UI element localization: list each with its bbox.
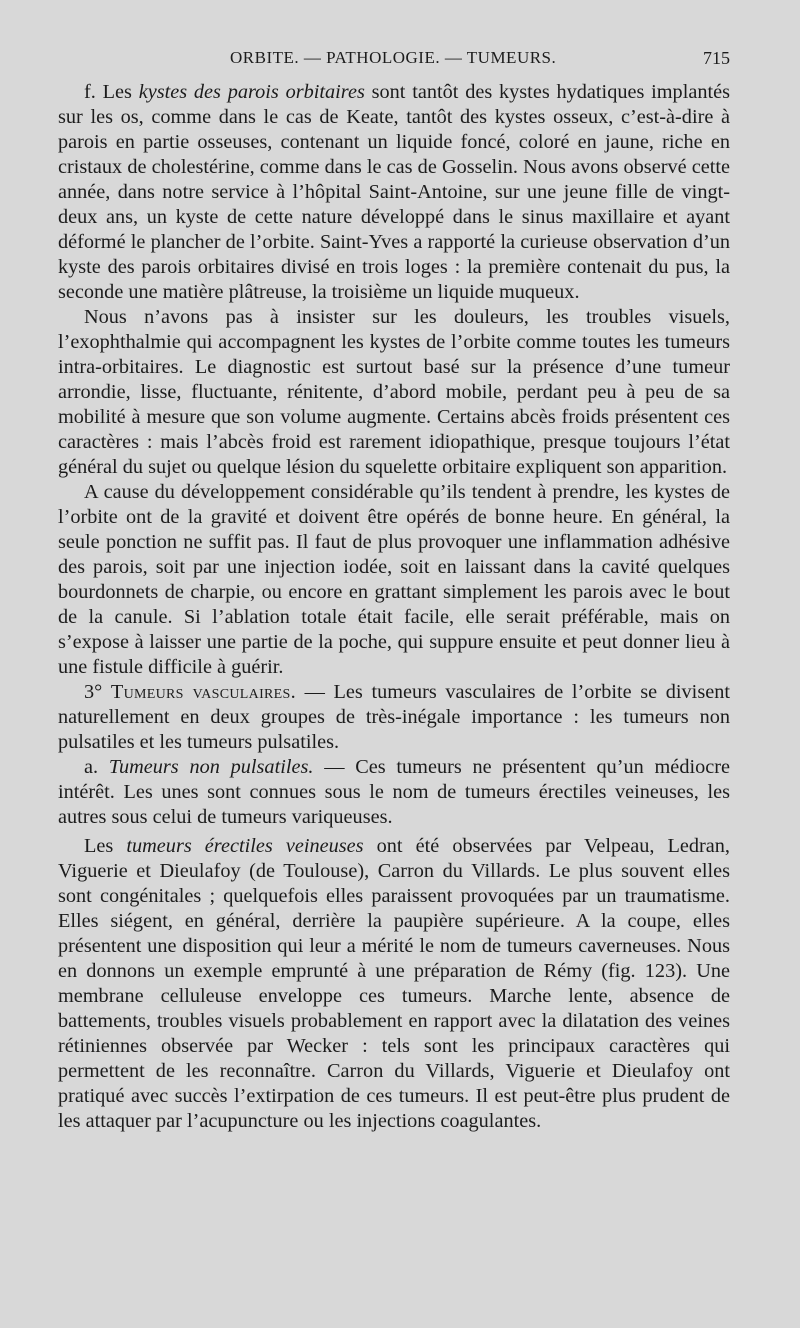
section-heading: Tumeurs vasculaires. (110, 681, 296, 703)
paragraph-non-pulsatiles (58, 755, 730, 830)
paragraph-kystes-parois (58, 80, 730, 305)
italic-term: tumeurs érectiles veineuses (126, 835, 364, 857)
page-number: 715 (703, 48, 730, 68)
paragraph-tumeurs-vasculaires (58, 680, 730, 755)
running-title: ORBITE. — PATHOLOGIE. — TUMEURS. (230, 48, 557, 67)
paragraph-traitement (58, 480, 730, 680)
text-run: A cause du développement considérable qu’ils tendent à prendre, les kystes de l’orbite ont de la gravité et doivent être opérés de bonne heure. En général, la seule ponction ne suffit pas. Il faut de plus provoquer une inflammation adhésive des parois, soit par une injection iodée, soit en laissant dans la cavité quelques bourdonnets de charpie, ou encore en grattant simplement les parois avec le bout de la canule. Si l’ablation totale était facile, elle serait préférable, mais on s’expose à laisser une partie de la poche, qui suppure ensuite et peut donner lieu à une fistule difficile à guérir. (58, 481, 730, 678)
text-run: ont été observées par Velpeau, Ledran, Viguerie et Dieulafoy (de Toulouse), Carron du Villards. Le plus souvent elles sont congénitales ; quelquefois elles paraissent provoquées par un traumatisme. Elles siégent, en général, derrière la paupière supérieure. A la coupe, elles présentent une disposition qui leur a mérité le nom de tumeurs caverneuses. Nous en donnons un exemple emprunté à une préparation de Rémy (fig. 123). Une membrane celluleuse enveloppe ces tumeurs. Marche lente, absence de battements, troubles visuels probablement en rapport avec la dilatation des veines rétiniennes observée par Wecker : tels sont les principaux caractères qui permettent de les reconnaître. Carron du Villards, Viguerie et Dieulafoy ont pratiqué avec succès l’extirpation de ces tumeurs. Il est peut-être plus prudent de les attaquer par l’acupuncture ou les injections coagulantes. (58, 835, 730, 1132)
text-run: — Les tumeurs vasculaires de l’orbite se divisent naturellement en deux groupes de très-inégale importance : les tumeurs non pulsatiles et les tumeurs pulsatiles. (58, 681, 730, 753)
text-run: Nous n’avons pas à insister sur les douleurs, les troubles visuels, l’exophthalmie qui accompagnent les kystes de l’orbite comme toutes les tumeurs intra-orbitaires. Le diagnostic est surtout basé sur la présence d’une tumeur arrondie, lisse, fluctuante, rénitente, d’abord mobile, perdant peu à peu de sa mobilité à mesure que son volume augmente. Certains abcès froids présentent ces caractères : mais l’abcès froid est rarement idiopathique, presque toujours l’état général du sujet ou quelque lésion du squelette orbitaire expliquent son apparition. (58, 306, 730, 478)
paragraph-diagnostic (58, 305, 730, 480)
text-run: — Ces tumeurs ne présentent qu’un médiocre intérêt. Les unes sont connues sous le nom de tumeurs érectiles veineuses, les autres sous celui de tumeurs variqueuses. (58, 756, 730, 828)
body-text (58, 80, 730, 1134)
text-run: Les (84, 835, 127, 857)
paragraph-erectiles-veineuses (58, 834, 730, 1134)
italic-term: kystes des parois orbitaires (138, 81, 365, 103)
running-header (58, 48, 730, 72)
text-run: sont tantôt des kystes hydatiques implantés sur les os, comme dans le cas de Keate, tantôt des kystes osseux, c’est-à-dire à parois en partie osseuses, contenant un liquide foncé, coloré en jaune, riche en cristaux de cholestérine, comme dans le cas de Gosselin. Nous avons observé cette année, dans notre service à l’hôpital Saint-Antoine, sur une jeune fille de vingt-deux ans, un kyste de cette nature développé dans le sinus maxillaire et ayant déformé le plancher de l’orbite. Saint-Yves a rapporté la curieuse observation d’un kyste des parois orbitaires divisé en trois loges : la première contenait du pus, la seconde une matière plâtreuse, la troisième un liquide muqueux. (58, 81, 731, 303)
text-run: f. Les (84, 81, 139, 103)
text-run: a. (84, 756, 109, 778)
text-run: 3° (84, 681, 111, 703)
italic-term: Tumeurs non pulsatiles. (108, 756, 314, 778)
